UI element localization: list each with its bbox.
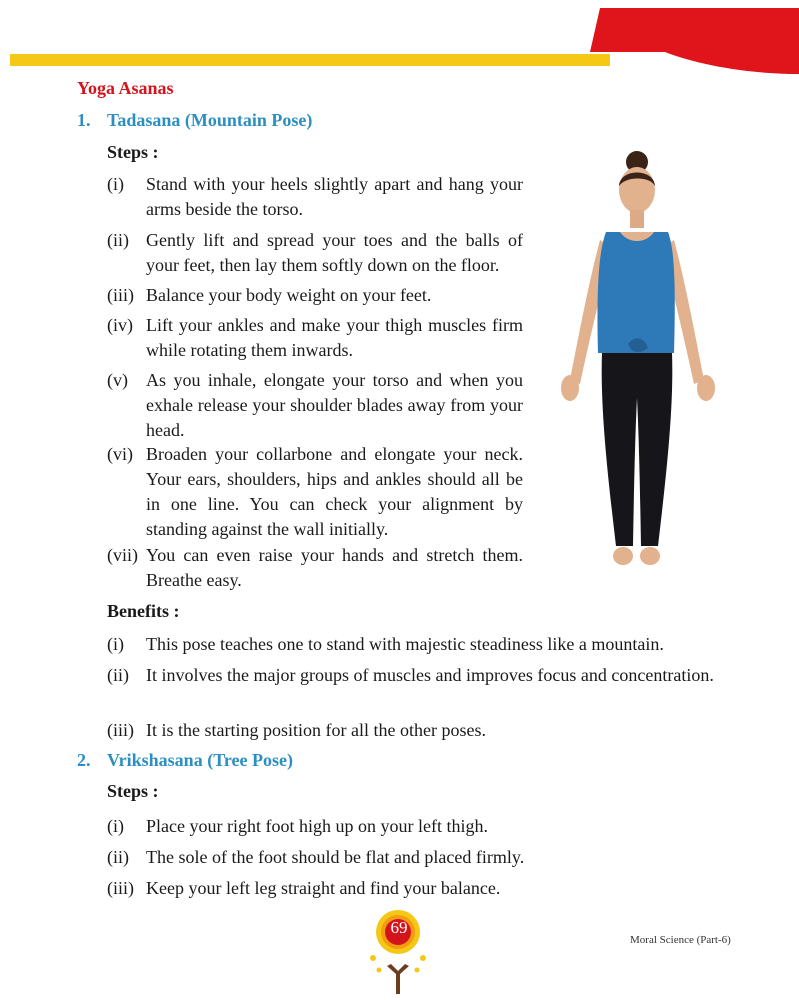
item-text: Balance your body weight on your feet. — [146, 285, 432, 305]
item-text: It is the starting position for all the other poses. — [146, 720, 486, 740]
header-yellow-band — [10, 54, 610, 66]
item-label: (ii) — [107, 230, 129, 250]
item-text: Place your right foot high up on your left thigh. — [146, 816, 488, 836]
item-label: (ii) — [107, 847, 129, 867]
pose-title: Tadasana (Mountain Pose) — [107, 110, 313, 130]
item-text: Keep your left leg straight and find your balance. — [146, 878, 501, 898]
steps-label: Steps : — [107, 781, 159, 801]
item-text: It involves the major groups of muscles and improves focus and concentration. — [146, 665, 714, 685]
item-label: (i) — [107, 816, 124, 836]
item-label: (vii) — [107, 545, 138, 565]
pose-number: 1. — [77, 110, 91, 130]
item-label: (iv) — [107, 315, 133, 335]
book-title: Moral Science (Part-6) — [630, 934, 731, 946]
item-label: (v) — [107, 370, 128, 390]
mountain-pose-photo — [540, 148, 730, 578]
item-text: Lift your ankles and make your thigh muscles firm while rotating them inwards. — [146, 315, 523, 360]
item-text: As you inhale, elongate your torso and when you exhale release your shoulder blades away from your head. — [146, 370, 523, 440]
item-text: Broaden your collarbone and elongate your neck. Your ears, shoulders, hips and ankles should all be in one line. You can check your alignment by standing against the wall initially. — [146, 444, 523, 539]
item-text: Stand with your heels slightly apart and hang your arms beside the torso. — [146, 174, 523, 219]
item-text: Gently lift and spread your toes and the balls of your feet, then lay them softly down on the floor. — [146, 230, 523, 275]
page-number: 69 — [390, 918, 408, 937]
item-label: (i) — [107, 174, 124, 194]
section-title: Yoga Asanas — [77, 78, 174, 98]
header-red-corner — [590, 0, 799, 80]
item-text: This pose teaches one to stand with majestic steadiness like a mountain. — [146, 634, 664, 654]
steps-label: Steps : — [107, 142, 159, 162]
pose-number: 2. — [77, 750, 91, 770]
item-text: The sole of the foot should be flat and placed firmly. — [146, 847, 525, 867]
item-label: (i) — [107, 634, 124, 654]
item-label: (ii) — [107, 665, 129, 685]
item-text: You can even raise your hands and stretch them. Breathe easy. — [146, 545, 523, 590]
pose-title: Vrikshasana (Tree Pose) — [107, 750, 293, 770]
item-label: (iii) — [107, 878, 134, 898]
benefits-label: Benefits : — [107, 601, 180, 621]
item-label: (iii) — [107, 720, 134, 740]
item-label: (iii) — [107, 285, 134, 305]
item-label: (vi) — [107, 444, 133, 464]
